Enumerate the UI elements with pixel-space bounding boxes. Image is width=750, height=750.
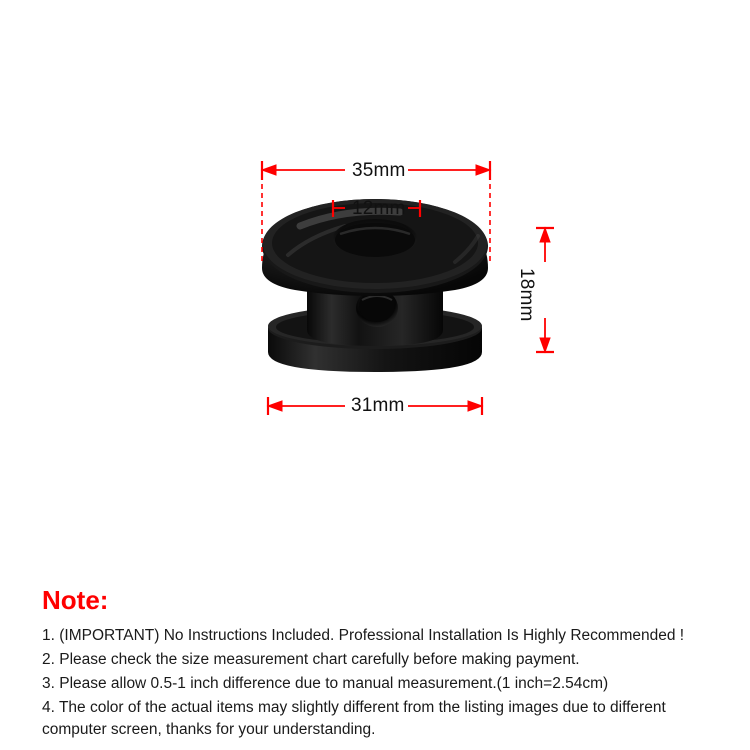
note-title: Note: [42, 585, 109, 615]
center-bore [333, 219, 417, 257]
note-line-2: 2. Please check the size measurement chart carefully before making payment. [42, 651, 580, 668]
dimension-label-overall-height: 18mm [516, 268, 537, 322]
note-block [42, 585, 732, 741]
note-line-4: 4. The color of the actual items may slightly different from the listing images due to different computer screen, thanks for your understanding. [42, 699, 666, 738]
note-line-1: 1. (IMPORTANT) No Instructions Included. Professional Installation Is Highly Recommended ! [42, 627, 685, 644]
note-line-3: 3. Please allow 0.5-1 inch difference due to manual measurement.(1 inch=2.54cm) [42, 675, 609, 692]
dimension-label-base-width: 31mm [351, 395, 405, 416]
dimension-label-overall-width: 35mm [352, 160, 406, 181]
dimension-label-bore-diameter: 12mm [352, 198, 406, 219]
